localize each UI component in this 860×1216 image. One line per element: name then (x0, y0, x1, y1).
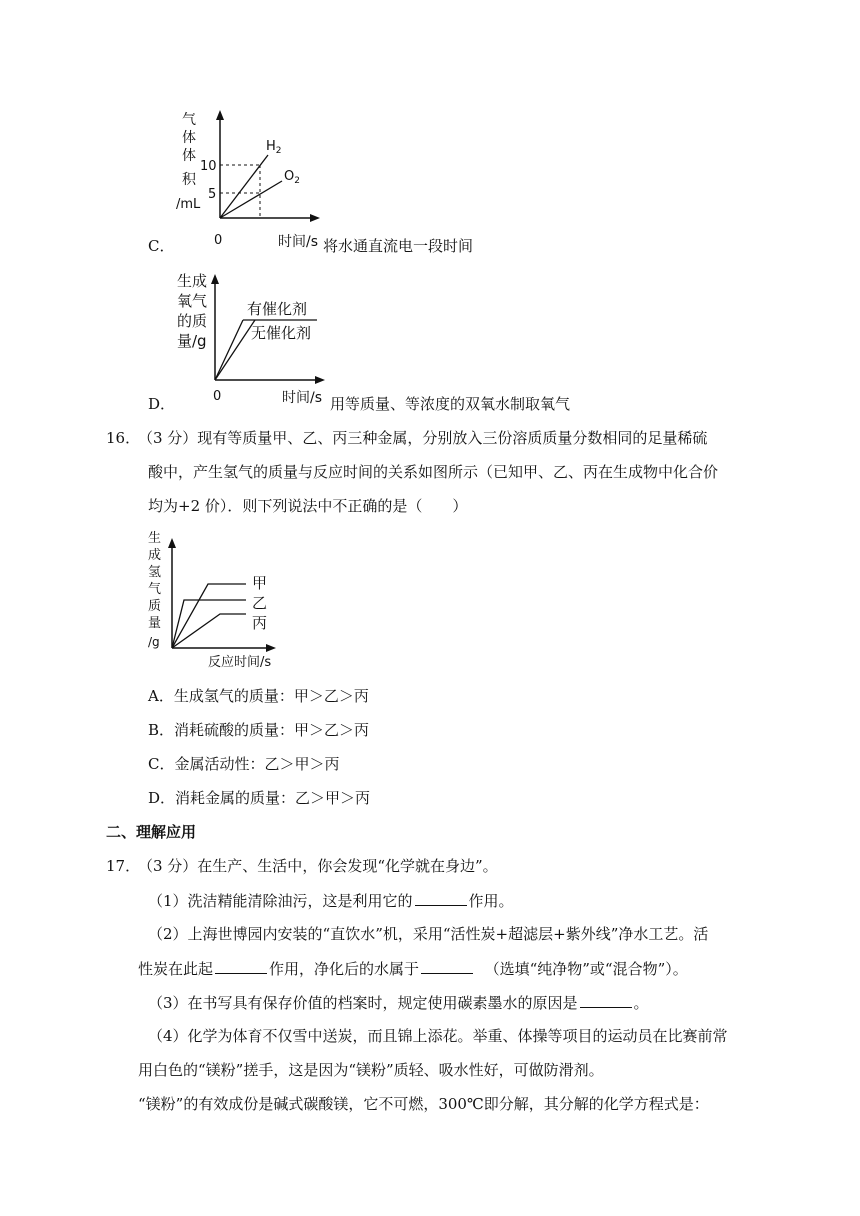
q16-stem-line-2: 酸中，产生氢气的质量与反应时间的关系如图所示（已知甲、乙、丙在生成物中化合价 (148, 463, 719, 481)
option-d-caption: 用等质量、等浓度的双氧水制取氧气 (330, 395, 571, 413)
q17-p3-text-b: 。 (633, 994, 649, 1012)
chart-d-origin: 0 (213, 389, 222, 402)
chart-c-x-arrow (310, 214, 320, 222)
q17-stem: （3 分）在生产、生活中，你会发现“化学就在身边”。 (138, 857, 498, 875)
chart-16-ylabel-2: 成 (148, 548, 162, 563)
q17-number: 17． (106, 857, 141, 875)
chart-d-ylabel-4: 量/g (177, 332, 207, 350)
chart-d-x-arrow (315, 376, 325, 384)
option-c-caption: 将水通直流电一段时间 (323, 237, 474, 255)
chart-d-series-catalyst: 有催化剂 (247, 300, 308, 318)
chart-d-xlabel: 时间/s (282, 390, 323, 406)
q17-part-4-line-1: （4）化学为体育不仅雪中送炭，而且锦上添花。举重、体操等项目的运动员在比赛前常 (148, 1027, 728, 1045)
option-c-letter: C． (148, 237, 175, 255)
q17-p2-blank-1[interactable] (215, 958, 267, 974)
q17-p2-blank-2[interactable] (421, 958, 473, 974)
q17-part-3 (148, 992, 649, 1013)
q16-option-d: D．消耗金属的质量：乙＞甲＞丙 (148, 789, 371, 807)
chart-c-ytick-10: 10 (200, 159, 217, 174)
chart-c-o2-line (220, 181, 282, 218)
q17-p1-blank[interactable] (415, 890, 467, 906)
chart-16-xlabel: 反应时间/s (208, 655, 272, 670)
q16-option-a: A．生成氢气的质量：甲＞乙＞丙 (148, 687, 369, 705)
chart-c-o2-label: $O_2$ (284, 169, 300, 186)
chart-d-ylabel-2: 氧气 (177, 292, 208, 310)
chart-c-xlabel: 时间/s (278, 234, 319, 250)
chart-16-ylabel-3: 氢 (148, 565, 162, 580)
chart-16-ylabel-4: 气 (148, 582, 162, 597)
chart-16-ylabel-1: 生 (148, 531, 162, 546)
chart-16-series-bing (172, 614, 246, 648)
chart-d-ylabel-1: 生成 (177, 272, 208, 290)
chart-c-ylabel-2: 体 (182, 130, 196, 146)
q16-stem-line-1: （3 分）现有等质量甲、乙、丙三种金属，分别放入三份溶质质量分数相同的足量稀硫 (138, 429, 708, 447)
chart-d-series-nocatalyst: 无催化剂 (251, 324, 312, 342)
q17-part-4-line-3: “镁粉”的有效成份是碱式碳酸镁，它不可燃，300℃即分解，其分解的化学方程式是： (138, 1095, 709, 1113)
chart-16-x-arrow (266, 644, 276, 652)
chart-16-label-bing: 丙 (252, 614, 268, 632)
catalyst-chart (175, 268, 335, 402)
electrolysis-chart (170, 108, 330, 248)
chart-c-h2-line (220, 155, 268, 218)
q17-p2-text-b: 作用，净化后的水属于 (269, 960, 420, 978)
chart-16-yunit: /g (148, 635, 160, 649)
chart-c-h2-label: $H_2$ (266, 139, 282, 156)
chart-c-origin: 0 (214, 233, 223, 248)
q17-part-2-line-2 (138, 958, 688, 979)
chart-16-label-jia: 甲 (252, 574, 268, 592)
chart-c-ylabel-4: 积 (182, 172, 196, 188)
q16-stem-line-3: 均为+2 价）．则下列说法中不正确的是（ ） (148, 497, 468, 515)
q17-p1-text-b: 作用。 (468, 892, 514, 910)
q17-p3-text-a: （3）在书写具有保存价值的档案时，规定使用碳素墨水的原因是 (148, 994, 578, 1012)
chart-c-y-arrow (216, 110, 224, 120)
chart-c-ytick-5: 5 (208, 187, 217, 202)
chart-16-y-arrow (168, 538, 176, 548)
chart-d-nocatalyst-rise (215, 320, 255, 380)
chart-d-catalyst-rise (215, 320, 243, 380)
q17-p2-text-a: 性炭在此起 (138, 960, 214, 978)
hydrogen-mass-chart (146, 528, 286, 670)
chart-c-ylabel-3: 体 (182, 148, 196, 164)
chart-d-ylabel-3: 的质 (177, 312, 208, 330)
q16-number: 16． (106, 429, 141, 447)
q17-part-4-line-2: 用白色的“镁粉”搓手，这是因为“镁粉”质轻、吸水性好，可做防滑剂。 (138, 1061, 604, 1079)
q16-option-b: B．消耗硫酸的质量：甲＞乙＞丙 (148, 721, 370, 739)
q17-p2-text-c: （选填“纯净物”或“混合物”）。 (484, 960, 688, 978)
chart-d-y-arrow (211, 274, 219, 284)
chart-16-ylabel-6: 量 (148, 616, 162, 631)
q17-part-2-line-1: （2）上海世博园内安装的“直饮水”机，采用“活性炭+超滤层+紫外线”净水工艺。活 (148, 925, 709, 943)
q17-p1-text-a: （1）洗洁精能清除油污，这是利用它的 (148, 892, 413, 910)
chart-c-yunit: /mL (176, 197, 201, 212)
q17-p3-blank[interactable] (580, 992, 632, 1008)
q16-option-c: C．金属活动性：乙＞甲＞丙 (148, 755, 340, 773)
chart-16-ylabel-5: 质 (148, 599, 162, 614)
chart-16-label-yi: 乙 (252, 594, 268, 612)
q17-part-1 (148, 890, 514, 911)
option-d-letter: D． (148, 395, 176, 413)
chart-16-series-jia (172, 584, 246, 648)
section-title: 二、理解应用 (106, 823, 197, 841)
chart-c-ylabel-1: 气 (182, 112, 196, 128)
